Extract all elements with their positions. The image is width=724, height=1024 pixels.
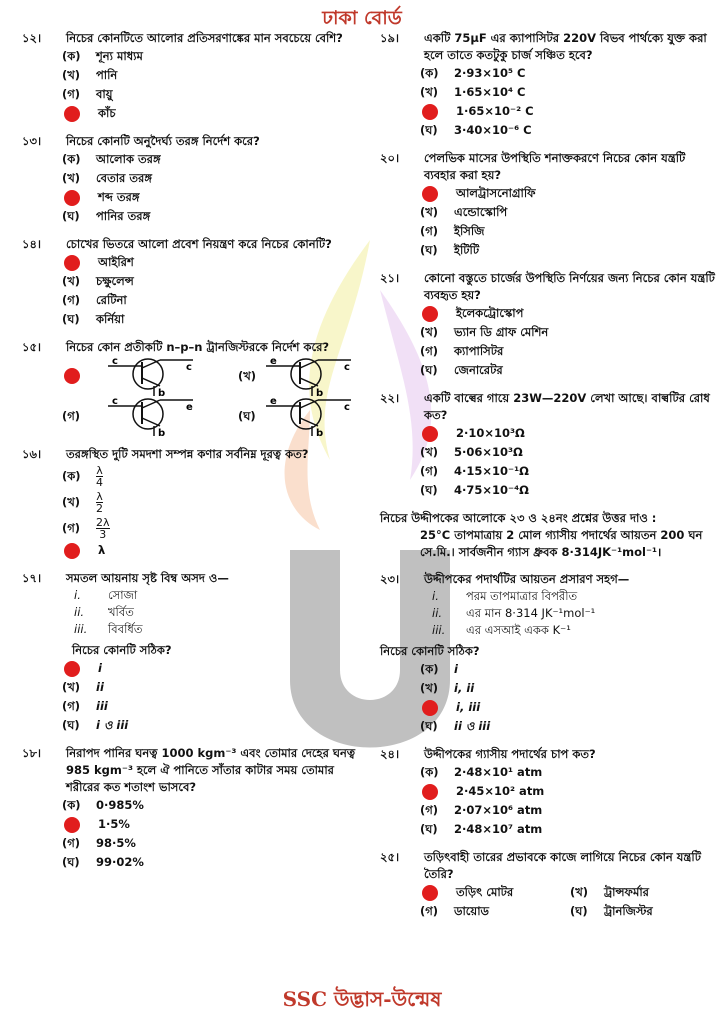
option-ga[interactable] [420,342,720,361]
fraction [96,491,103,514]
statement-numeral: iii. [432,623,446,637]
option-ka[interactable] [420,304,720,323]
question-17 [22,570,362,735]
option-label: (গ) [420,344,439,358]
option-label: (ঘ) [570,904,588,918]
option-label: (ক) [62,49,81,63]
option-label: (খ) [420,445,439,459]
question-text: পেলভিক মাসের উপস্থিতি শনাক্তকরণে নিচের কোন যন্ত্রটি ব্যবহার করা হয়? [424,151,686,182]
terminal-label-e: e [270,356,277,367]
option-gha[interactable] [420,717,720,736]
option-kha[interactable] [420,323,720,342]
option-ga[interactable] [62,697,362,716]
option-text: ট্রানজিস্টর [604,904,653,918]
correct-answer-dot [64,255,80,271]
option-text: ক্যাপাসিটর [454,344,504,358]
option-kha[interactable] [62,489,362,515]
option-label: (ঘ) [420,483,438,497]
publisher-footer: SSC উদ্ভাস-উন্মেষ [282,987,442,1011]
option-ka[interactable] [62,47,362,66]
terminal-label-b: b [158,428,166,436]
option-text: 2·48×10¹ atm [454,765,543,779]
option-ga[interactable] [62,834,362,853]
question-22 [380,390,720,500]
terminal-label-c: c [112,356,118,367]
terminal-label-e: e [269,396,277,407]
option-kha[interactable] [420,83,720,102]
option-text: পানির তরঙ্গ [96,209,151,223]
option-ka[interactable] [420,424,720,443]
statement-text: এর এসআই একক K⁻¹ [466,623,571,637]
option-label: (ঘ) [420,719,438,733]
option-text: বেতার তরঙ্গ [96,171,152,185]
option-label: (খ) [62,494,81,509]
option-text: চক্ষুলেন্স [96,274,134,288]
option-text: শূন্য মাধ্যম [96,49,143,63]
question-text: নিরাপদ পানির ঘনত্ব 1000 kgm⁻³ এবং তোমার দেহের ঘনত্ব 985 kgm⁻³ হলে ঐ পানিতে সাঁতার কাটার সময় তোমার শরীরের কত শতাংশ ভাসবে? [66,746,356,794]
correct-answer-dot [422,784,438,800]
question-text: নিচের কোন প্রতীকটি n–p–n ট্রানজিস্টরকে নির্দেশ করে? [66,340,330,354]
statement-ii [432,605,720,622]
option-ka[interactable] [420,660,720,679]
statement-numeral: i. [74,588,81,602]
numerator: λ [96,463,103,477]
transistor-row-1 [62,356,362,396]
option-text: 2·07×10⁶ atm [454,803,543,817]
option-kha[interactable] [62,815,362,834]
option-label: (খ) [62,68,81,82]
terminal-label-c: c [343,402,350,413]
option-ka[interactable] [62,253,362,272]
option-label: (ঘ) [62,855,80,869]
option-ka[interactable] [420,184,720,203]
question-number: ২৫। [380,850,400,864]
question-15 [22,339,362,436]
question-24 [380,746,720,839]
option-label: (গ) [420,224,439,238]
option-text: ii [96,680,104,694]
option-label: (ক) [420,662,439,676]
option-label[interactable]: (ঘ) [238,408,256,423]
board-title: ঢাকা বোর্ড [322,7,402,29]
option-text: আলট্রাসনোগ্রাফি [456,186,536,200]
terminal-label-b: b [315,428,323,436]
option-text: 0·985% [96,798,144,812]
option-ga[interactable] [420,222,720,241]
option-label: (ঘ) [62,312,80,326]
option-text: 98·5% [96,836,136,850]
terminal-label-b: b [316,388,324,396]
option-text: রেটিনা [96,293,127,307]
which-correct-prompt: নিচের কোনটি সঠিক? [72,643,172,657]
option-label: (খ) [570,885,589,899]
stimulus-text: 25°C তাপমাত্রায় 2 মোল গ্যাসীয় পদার্থের আয়তন 200 ঘন সে.মি.। সার্বজনীন গ্যাস ধ্রুবক 8·314JK⁻¹mol⁻¹। [420,528,703,559]
stimulus-block [380,510,720,561]
statement-text: এর মান 8·314 JK⁻¹mol⁻¹ [466,606,596,620]
question-number: ২১। [380,271,400,285]
option-label: (ক) [62,468,81,483]
transistor-symbol-kha [256,356,356,396]
terminal-label-e: e [186,402,193,413]
question-13 [22,133,362,226]
transistor-row-2 [62,396,362,436]
option-gha[interactable] [62,541,362,560]
stimulus-instruction: নিচের উদ্দীপকের আলোকে ২৩ ও ২৪নং প্রশ্নের উত্তর দাও : [380,511,657,525]
option-label: (ঘ) [420,123,438,137]
option-text: i [454,662,458,676]
question-text: উদ্দীপকের পদার্থটির আয়তন প্রসারণ সহগ— [424,572,630,586]
numerator: λ [96,489,103,503]
statement-text: বিবর্ধিত [108,622,143,636]
option-label: (খ) [62,171,81,185]
transistor-symbol-gha [256,396,356,436]
correct-answer-dot [422,306,438,322]
question-20 [380,150,720,260]
option-label: (খ) [420,85,439,99]
correct-answer-dot [422,426,438,442]
option-text: ট্রান্সফর্মার [604,885,649,899]
option-ga[interactable] [62,515,362,541]
option-text: 4·15×10⁻¹Ω [454,464,529,478]
option-gha[interactable] [62,207,362,226]
question-text: উদ্দীপকের গ্যাসীয় পদার্থের চাপ কত? [424,747,596,761]
option-text: 4·75×10⁻⁴Ω [454,483,529,497]
question-25 [380,849,720,921]
option-label: (খ) [62,680,81,694]
option-pair-row [420,883,720,902]
question-text: নিচের কোনটি অনুদৈর্ঘ্য তরঙ্গ নির্দেশ করে? [66,134,260,148]
statement-ii [74,604,362,621]
option-ka[interactable] [62,150,362,169]
option-label[interactable]: (গ) [62,408,81,423]
option-label: (ঘ) [420,822,438,836]
question-text: নিচের কোনটিতে আলোর প্রতিসরণাঙ্কের মান সবচেয়ে বেশি? [66,31,343,45]
correct-answer-dot [422,186,438,202]
option-label: (ঘ) [420,363,438,377]
statement-numeral: ii. [432,606,443,620]
question-text: সমতল আয়নায় সৃষ্ট বিম্ব অসদ ও— [66,571,229,585]
option-text: ইলেকট্রোস্কোপ [456,306,524,320]
question-21 [380,270,720,380]
option-gha[interactable] [420,361,720,380]
option-gha[interactable] [62,716,362,735]
option-text: জেনারেটর [454,363,503,377]
option-gha[interactable] [62,853,362,872]
correct-answer-dot [64,661,80,677]
option-label: (ঘ) [420,243,438,257]
option-ka[interactable] [420,884,570,901]
option-text: λ [98,543,106,557]
question-number: ২০। [380,151,400,165]
option-text: ভ্যান ডি গ্রাফ মেশিন [454,325,549,339]
numerator: 2λ [96,515,110,529]
correct-answer-dot [422,104,438,120]
question-14 [22,236,362,329]
option-label[interactable]: (খ) [238,368,257,383]
question-12 [22,30,362,123]
option-text: i, iii [456,700,481,714]
option-ga[interactable] [420,698,720,717]
fraction [96,517,110,540]
option-label: (ঘ) [62,209,80,223]
option-label: (গ) [62,836,81,850]
option-text: 1·5% [98,817,130,831]
option-label: (ক) [420,66,439,80]
option-text: আলোক তরঙ্গ [96,152,161,166]
left-column [22,30,362,882]
question-number: ২৩। [380,572,400,586]
question-18 [22,745,362,872]
option-text: শব্দ তরঙ্গ [98,190,140,204]
option-kha[interactable] [420,782,720,801]
option-ga[interactable] [62,291,362,310]
option-gha[interactable] [62,310,362,329]
correct-answer-dot [422,885,438,901]
option-ka[interactable] [420,763,720,782]
option-ga[interactable] [62,188,362,207]
statement-text: পরম তাপমাত্রার বিপরীত [466,589,578,603]
denominator: 3 [99,527,107,541]
option-label: (খ) [420,205,439,219]
option-text: ii ও iii [454,719,491,733]
option-text: ইসিজি [454,224,485,238]
correct-answer-dot [64,543,80,559]
option-label: (খ) [420,681,439,695]
terminal-label-c: c [344,362,351,373]
statement-text: খর্বিত [108,605,134,619]
option-kha[interactable] [420,443,720,462]
option-label: (খ) [62,274,81,288]
question-23 [380,571,720,736]
option-gha[interactable] [420,121,720,140]
option-text: iii [96,699,108,713]
option-kha[interactable] [420,203,720,222]
option-label: (ক) [420,765,439,779]
option-text: 2·48×10⁷ atm [454,822,543,836]
question-16 [22,446,362,560]
correct-answer-dot [422,700,438,716]
question-19 [380,30,720,140]
option-kha[interactable] [62,169,362,188]
question-number: ১৩। [22,134,42,148]
option-kha[interactable] [62,678,362,697]
statement-numeral: ii. [74,605,85,619]
option-gha[interactable] [570,903,720,920]
statement-iii [432,622,720,639]
statement-numeral: i. [432,589,439,603]
question-number: ১৫। [22,340,42,354]
option-gha[interactable] [420,481,720,500]
option-ga[interactable] [62,85,362,104]
option-ka[interactable] [62,659,362,678]
question-text: তড়িৎবাহী তারের প্রভাবকে কাজে লাগিয়ে নিচের কোন যন্ত্রটি তৈরি? [424,850,701,881]
option-text: বায়ু [96,87,113,101]
question-number: ১৬। [22,447,42,461]
option-label: (গ) [420,803,439,817]
correct-answer-dot [64,106,80,122]
option-label: (গ) [62,293,81,307]
option-text: 2·10×10³Ω [456,426,525,440]
option-text: 1·65×10⁴ C [454,85,526,99]
statement-numeral: iii. [74,622,88,636]
option-text: i [98,661,102,675]
option-label: (ঘ) [62,718,80,732]
option-text: কর্নিয়া [96,312,125,326]
option-text: কাঁচ [98,106,116,120]
transistor-symbol-ka [98,356,198,396]
option-ka[interactable] [62,796,362,815]
option-text: এন্ডোস্কোপি [454,205,508,219]
option-label: (ক) [62,798,81,812]
option-label: (গ) [420,904,439,918]
option-text: 1·65×10⁻² C [456,104,534,118]
option-label: (ক) [62,152,81,166]
option-text: 2·45×10² atm [456,784,545,798]
option-kha[interactable] [62,272,362,291]
option-text: ডায়োড [454,904,489,918]
question-number: ১২। [22,31,42,45]
option-label: (গ) [62,699,81,713]
statement-list [74,587,362,638]
option-text: 2·93×10⁵ C [454,66,526,80]
fraction [96,465,103,488]
question-number: ১৯। [380,31,400,45]
option-gha[interactable] [420,820,720,839]
terminal-label-c: c [186,362,192,373]
option-text: i ও iii [96,718,129,732]
option-label: (গ) [420,464,439,478]
option-kha[interactable] [570,884,720,901]
question-number: ১৮। [22,746,42,760]
option-text: 3·40×10⁻⁶ C [454,123,532,137]
option-ga[interactable] [420,102,720,121]
statement-i [74,587,362,604]
option-ga[interactable] [420,801,720,820]
option-kha[interactable] [420,679,720,698]
which-correct-prompt: নিচের কোনটি সঠিক? [380,644,480,658]
option-text: 99·02% [96,855,144,869]
option-label: (গ) [62,87,81,101]
denominator: 2 [96,501,103,515]
option-ka[interactable] [62,463,362,489]
statement-i [432,588,720,605]
option-text: পানি [96,68,118,82]
statement-iii [74,621,362,638]
statement-list [432,588,720,639]
option-text: আইরিশ [98,255,134,269]
right-column [380,30,720,931]
question-number: ১৪। [22,237,42,251]
option-text: তড়িৎ মোটর [456,885,514,899]
option-text: 5·06×10³Ω [454,445,523,459]
question-number: ১৭। [22,571,42,585]
option-gha[interactable] [62,104,362,123]
question-text: তরঙ্গস্থিত দুটি সমদশা সম্পন্ন কণার সর্বনিম্ন দূরত্ব কত? [66,447,309,461]
question-text: একটি বাল্বের গায়ে 23W—220V লেখা আছে। বাল্বটির রোধ কত? [424,391,710,422]
transistor-symbol-ga [98,396,198,436]
terminal-label-c: c [112,396,118,407]
question-text: কোনো বস্তুতে চার্জের উপস্থিতি নির্ণয়ের জন্য নিচের কোন যন্ত্রটি ব্যবহৃত হয়? [424,271,715,302]
question-number: ২৪। [380,747,400,761]
option-text: i, ii [454,681,475,695]
option-pair-row [420,902,720,921]
option-ka[interactable] [420,64,720,83]
correct-answer-dot[interactable] [64,368,80,384]
statement-text: সোজা [108,588,138,602]
correct-answer-dot [64,190,80,206]
option-ga[interactable] [420,903,570,920]
option-gha[interactable] [420,241,720,260]
correct-answer-dot [64,817,80,833]
terminal-label-b: b [158,388,166,396]
question-text: একটি 75μF এর ক্যাপাসিটর 220V বিভব পার্থক্যে যুক্ত করা হলে তাতে কতটুকু চার্জ সঞ্চিত হবে? [424,31,707,62]
option-kha[interactable] [62,66,362,85]
option-label: (খ) [420,325,439,339]
question-text: চোখের ভিতরে আলো প্রবেশ নিয়ন্ত্রণ করে নিচের কোনটি? [66,237,332,251]
option-text: ইটিটি [454,243,480,257]
question-number: ২২। [380,391,400,405]
option-label: (গ) [62,520,81,535]
option-ga[interactable] [420,462,720,481]
denominator: 4 [96,475,103,489]
